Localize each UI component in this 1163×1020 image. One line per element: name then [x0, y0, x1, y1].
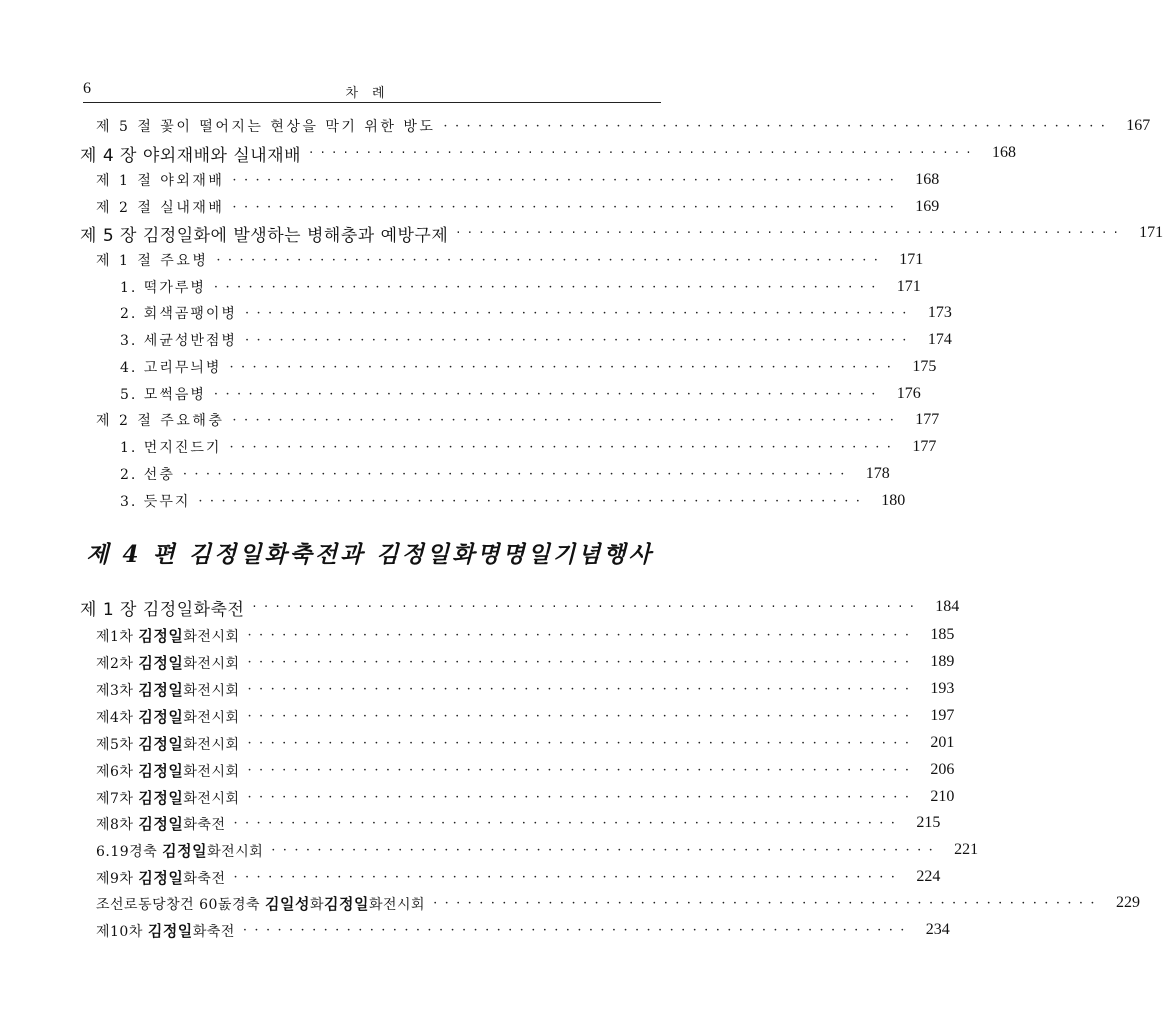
toc-label: 조선로동당창건 60돐경축 김일성화김정일화전시회	[96, 894, 426, 913]
toc-page: 221	[954, 841, 979, 858]
toc-page: 174	[927, 331, 952, 348]
leader-dots: ··························································	[247, 789, 917, 805]
toc-page: 229	[1115, 894, 1140, 911]
toc-page: 176	[896, 385, 921, 402]
leader-dots: ··························································	[456, 225, 1126, 241]
toc-label: 제8차 김정일화축전	[96, 814, 226, 833]
leader-dots: ··························································	[229, 439, 899, 455]
toc-entry[interactable]	[96, 247, 924, 273]
toc-entry[interactable]	[96, 194, 940, 220]
toc-page: 185	[930, 626, 955, 643]
toc-page: 177	[912, 438, 937, 455]
toc-entry[interactable]	[96, 113, 1151, 139]
toc-label: 제7차 김정일화전시회	[96, 788, 240, 807]
toc-page: 197	[930, 707, 955, 724]
part-title: 제 4 편 김정일화축전과 김정일화명명일기념행사	[86, 541, 654, 568]
page-header	[83, 80, 661, 103]
leader-dots: ··························································	[247, 708, 917, 724]
toc-label: 제6차 김정일화전시회	[96, 761, 240, 780]
toc-entry[interactable]	[120, 488, 906, 514]
toc-label: 제 5 장 김정일화에 발생하는 병해충과 예방구제	[80, 225, 449, 246]
toc-page: 171	[899, 251, 924, 268]
leader-dots: ··························································	[309, 145, 978, 161]
leader-dots: ··························································	[247, 627, 917, 643]
toc-page: 171	[896, 278, 921, 295]
leader-dots: ··························································	[182, 466, 852, 482]
toc-label: 6.19경축 김정일화전시회	[96, 841, 264, 860]
leader-dots: ··························································	[198, 493, 868, 509]
toc-label: 제 1 장 김정일화축전	[80, 599, 245, 620]
toc-page: 234	[925, 921, 950, 938]
leader-dots: ··························································	[233, 815, 903, 831]
toc-entry[interactable]	[120, 354, 937, 380]
toc-entry[interactable]	[96, 757, 955, 783]
leader-dots: ··························································	[433, 895, 1102, 911]
toc-label: 제 5 절 꽃이 떨어지는 현상을 막기 위한 방도	[96, 119, 436, 135]
toc-label: 5. 모썩음병	[120, 387, 206, 403]
leader-dots: ··························································	[242, 922, 912, 938]
toc-page: 173	[927, 304, 952, 321]
toc-page: 224	[916, 868, 941, 885]
leader-dots: ··························································	[232, 412, 902, 428]
leader-dots: ··························································	[244, 332, 914, 348]
toc-entry[interactable]	[80, 220, 1163, 246]
toc-label: 제4차 김정일화전시회	[96, 707, 240, 726]
toc-entry[interactable]	[96, 407, 940, 433]
toc-label: 1. 먼지진드기	[120, 440, 222, 456]
toc-label: 제 1 절 주요병	[96, 253, 209, 269]
leader-dots: ··························································	[216, 252, 886, 268]
toc-entry[interactable]	[120, 461, 890, 487]
toc-label: 1. 떡가루병	[120, 280, 206, 296]
toc-page: 177	[915, 411, 940, 428]
toc-label: 3. 세균성반점병	[120, 333, 237, 349]
toc-label: 제1차 김정일화전시회	[96, 626, 240, 645]
running-title: 차례	[345, 86, 399, 101]
toc-entry[interactable]	[96, 622, 955, 648]
toc-entry[interactable]	[96, 864, 941, 890]
leader-dots: ··························································	[233, 869, 903, 885]
toc-label: 제2차 김정일화전시회	[96, 653, 240, 672]
toc-label: 2. 회색곰팽이병	[120, 306, 237, 322]
toc-label: 제10차 김정일화축전	[96, 921, 235, 940]
leader-dots: ··························································	[247, 681, 917, 697]
toc-label: 2. 선충	[120, 467, 175, 483]
toc-entry[interactable]	[120, 434, 937, 460]
leader-dots: ··························································	[271, 842, 941, 858]
toc-entry[interactable]	[96, 890, 1140, 916]
toc-page: 168	[991, 144, 1016, 161]
toc-label: 제3차 김정일화전시회	[96, 680, 240, 699]
toc-page: 171	[1139, 224, 1163, 241]
toc-entry[interactable]	[96, 676, 955, 702]
toc-entry[interactable]	[96, 784, 955, 810]
toc-entry[interactable]	[120, 300, 952, 326]
toc-entry[interactable]	[96, 649, 955, 675]
leader-dots: ··························································	[252, 599, 922, 615]
toc-page: 206	[930, 761, 955, 778]
toc-entry[interactable]	[80, 594, 960, 620]
leader-dots: ··························································	[443, 118, 1113, 134]
toc-entry[interactable]	[120, 381, 921, 407]
toc-page: 210	[930, 788, 955, 805]
toc-label: 4. 고리무늬병	[120, 360, 222, 376]
toc-entry[interactable]	[96, 917, 950, 943]
toc-page: 201	[930, 734, 955, 751]
toc-page: 189	[930, 653, 955, 670]
toc-page: 178	[865, 465, 890, 482]
leader-dots: ··························································	[247, 654, 917, 670]
toc-label: 제9차 김정일화축전	[96, 868, 226, 887]
toc-page: 184	[935, 598, 960, 615]
toc-entry[interactable]	[96, 730, 955, 756]
toc-entry[interactable]	[96, 810, 941, 836]
toc-label: 3. 듯무지	[120, 494, 191, 510]
toc-entry[interactable]	[80, 140, 1016, 166]
toc-label: 제 1 절 야외재배	[96, 173, 225, 189]
toc-page: 180	[881, 492, 906, 509]
toc-page: 193	[930, 680, 955, 697]
leader-dots: ··························································	[213, 386, 883, 402]
toc-entry[interactable]	[96, 703, 955, 729]
toc-page: 167	[1126, 117, 1151, 134]
toc-entry[interactable]	[96, 167, 940, 193]
toc-label: 제 4 장 야외재배와 실내재배	[80, 145, 302, 166]
leader-dots: ··························································	[229, 359, 899, 375]
toc-page: 169	[915, 198, 940, 215]
toc-label: 제 2 절 주요해충	[96, 413, 225, 429]
leader-dots: ··························································	[213, 279, 883, 295]
toc-label: 제5차 김정일화전시회	[96, 734, 240, 753]
leader-dots: ··························································	[244, 305, 914, 321]
leader-dots: ··························································	[232, 172, 902, 188]
toc-page: 168	[915, 171, 940, 188]
toc-page: 175	[912, 358, 937, 375]
leader-dots: ··························································	[247, 762, 917, 778]
toc-label: 제 2 절 실내재배	[96, 200, 225, 216]
toc-page: 215	[916, 814, 941, 831]
toc-entry[interactable]	[120, 274, 921, 300]
toc-entry[interactable]	[96, 837, 979, 863]
toc-entry[interactable]	[120, 327, 952, 353]
leader-dots: ··························································	[247, 735, 917, 751]
page-number: 6	[83, 80, 91, 97]
leader-dots: ··························································	[232, 199, 902, 215]
